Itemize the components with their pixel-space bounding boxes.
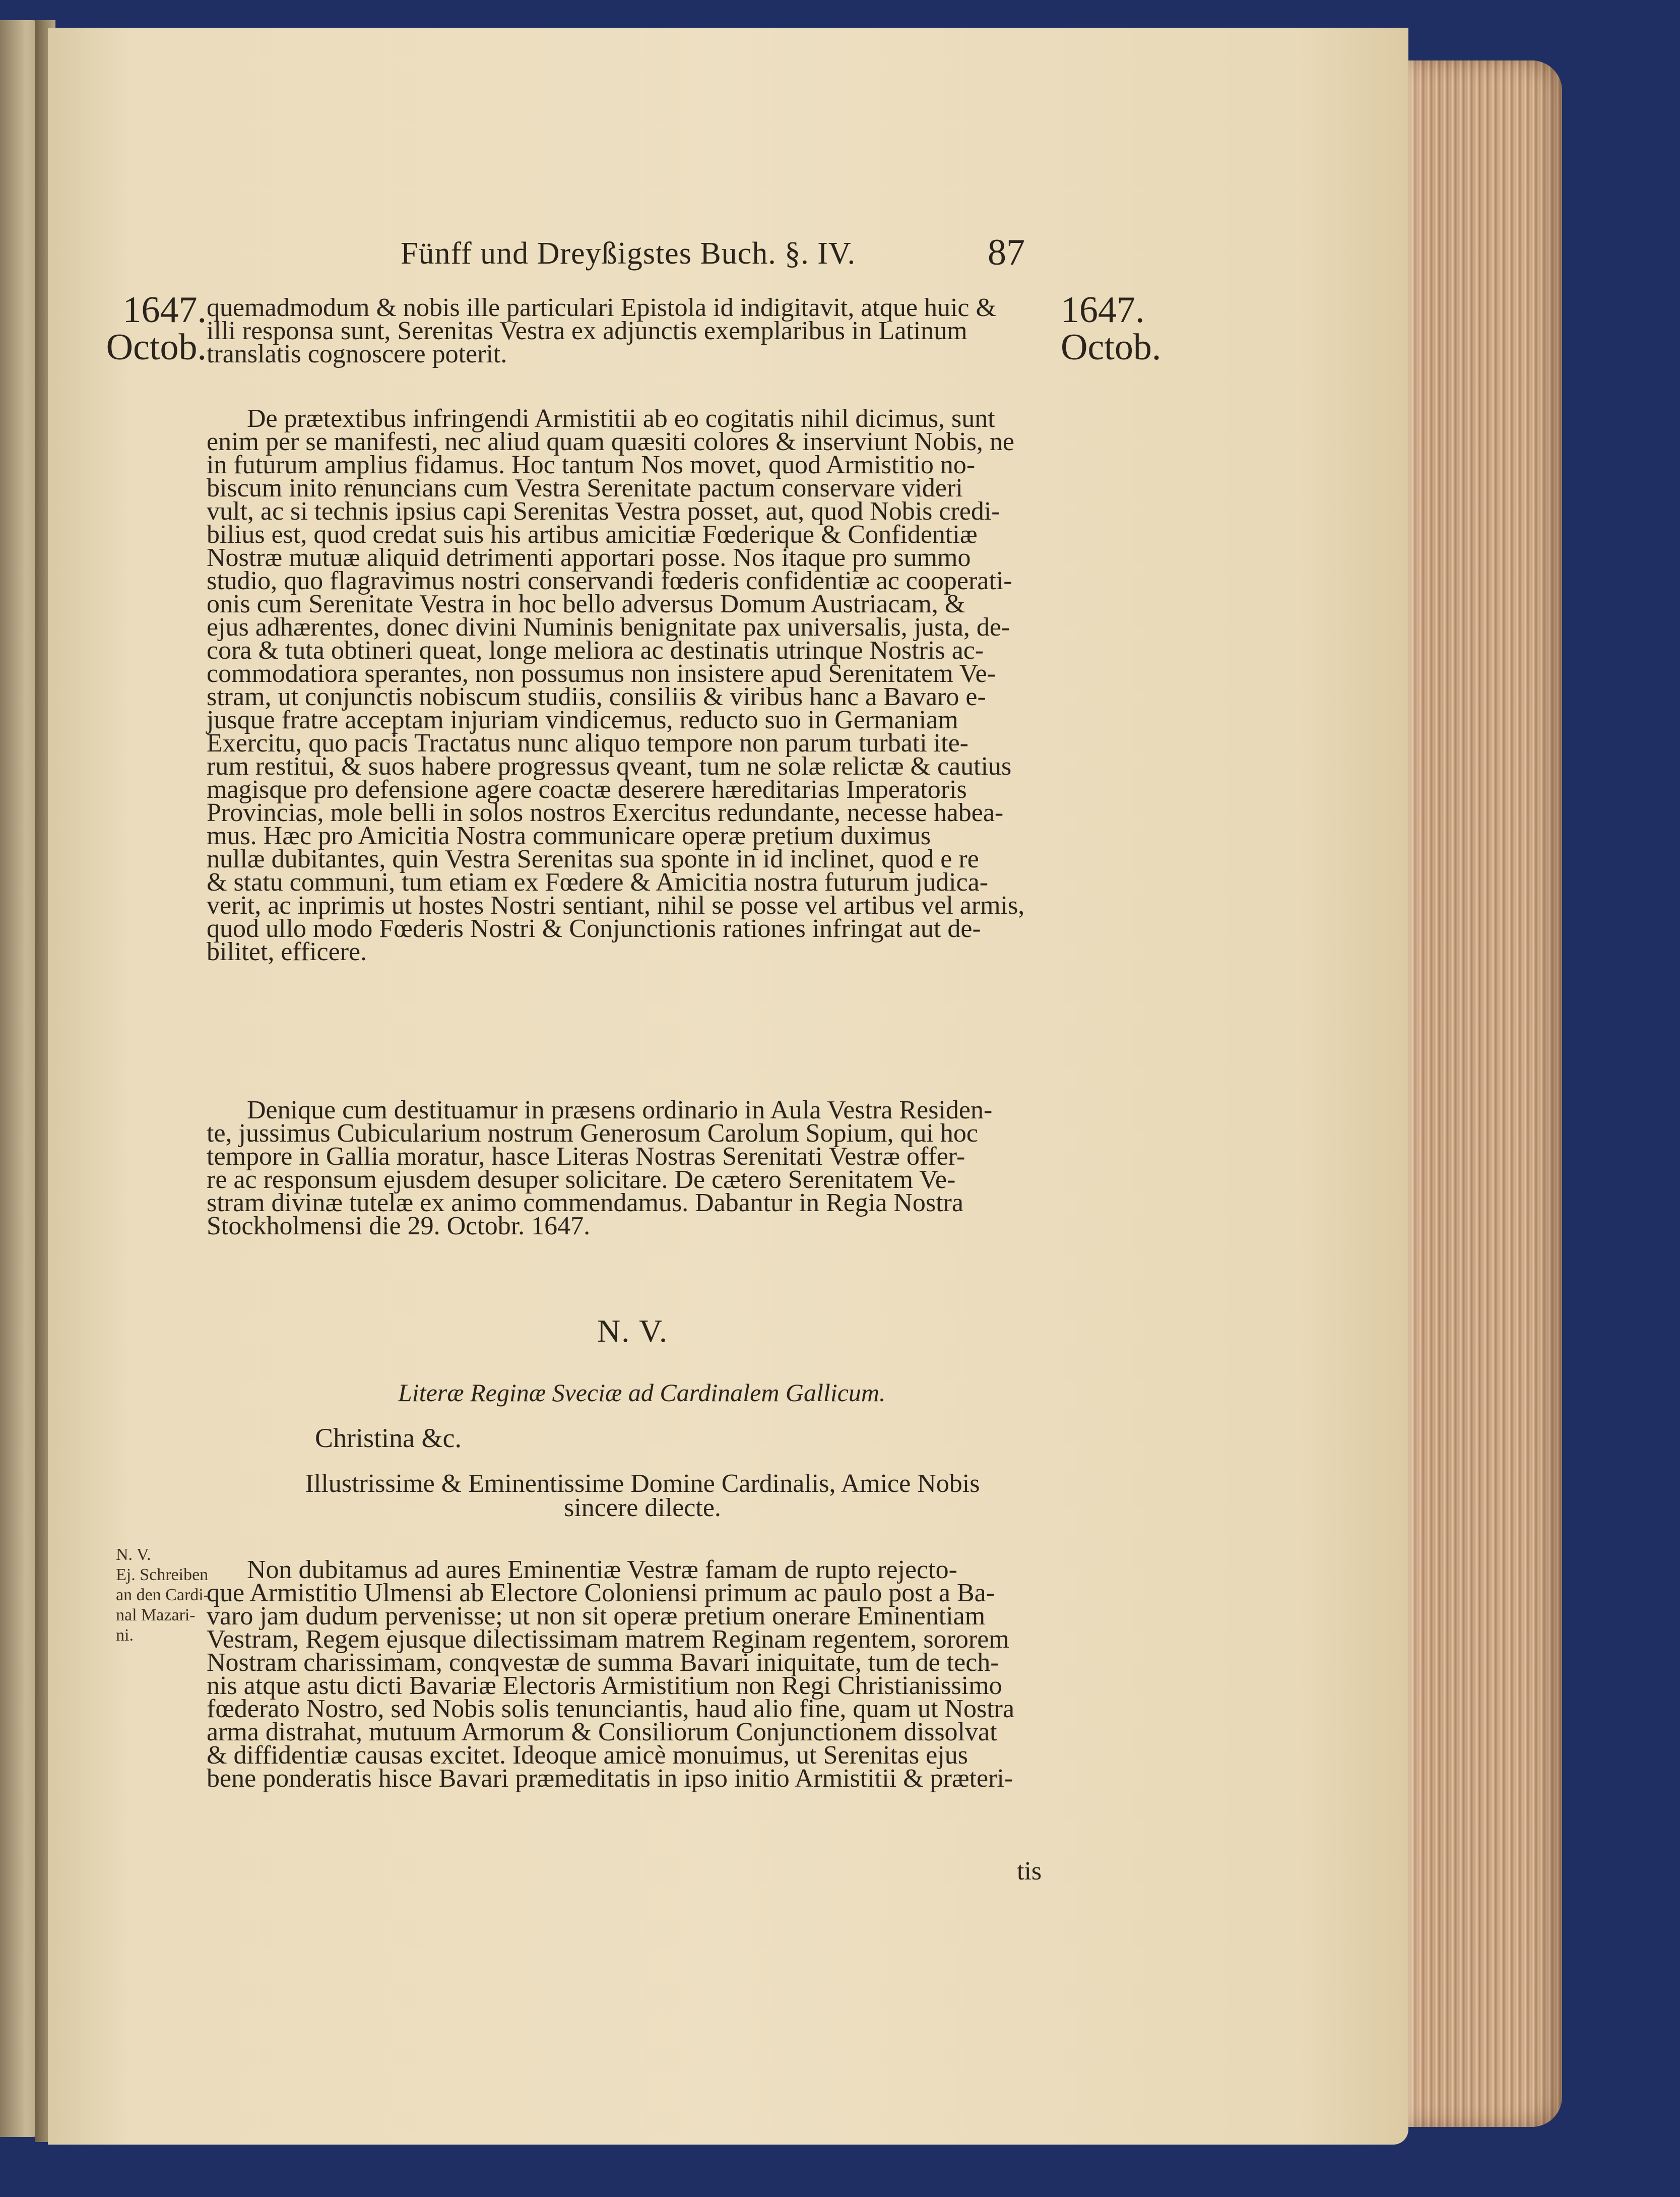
text-line: que Armistitio Ulmensi ab Electore Coloniensi primum ac paulo post a Ba-: [207, 1579, 995, 1607]
paragraph-armistice: [207, 404, 1058, 966]
text-line: ni.: [116, 1626, 134, 1645]
text-line: bene ponderatis hisce Bavari præmeditatis in ipso initio Armistitii & præteri-: [207, 1764, 1013, 1793]
text-line: Nostram charissimam, conqvestæ de summa Bavari iniquitate, tum de tech-: [207, 1648, 999, 1677]
text-line: quod ullo modo Fœderis Nostri & Conjunctionis rationes infringat aut de-: [207, 914, 981, 943]
text-line: Nostræ mutuæ aliquid detrimenti apportari posse. Nos itaque pro summo: [207, 543, 971, 572]
text-line: & statu communi, tum etiam ex Fœdere & Amicitia nostra futurum judica-: [207, 868, 989, 897]
text-line: enim per se manifesti, nec aliud quam quæsiti colores & inserviunt Nobis, ne: [207, 427, 1015, 456]
text-line: magisque pro defensione agere coactæ deserere hæreditarias Imperatoris: [207, 775, 967, 804]
salutation: Christina &c.: [315, 1423, 462, 1453]
text-line: ejus adhærentes, donec divini Numinis benignitate pax universalis, justa, de-: [207, 613, 1010, 642]
text-line: quemadmodum & nobis ille particulari Epistola id indigitavit, atque huic &: [207, 293, 996, 322]
marginal-note: [116, 1545, 209, 1646]
text-line: translatis cognoscere poterit.: [207, 340, 507, 368]
text-line: Denique cum destituamur in præsens ordinario in Aula Vestra Residen-: [247, 1096, 993, 1124]
paragraph-letter-body: [207, 1555, 1058, 1793]
text-line: Exercitu, quo pacis Tractatus nunc aliquo tempore non parum turbati ite-: [207, 729, 968, 758]
text-line: bilitet, efficere.: [207, 937, 367, 966]
text-line: Stockholmensi die 29. Octobr. 1647.: [207, 1212, 591, 1240]
text-line: nis atque astu dicti Bavariæ Electoris Armistitium non Regi Christianissimo: [207, 1671, 1002, 1700]
text-line: Ej. Schreiben: [116, 1565, 209, 1584]
margin-date-right: [1061, 291, 1161, 366]
margin-date-left: [86, 291, 207, 366]
paragraph-continuation: [207, 293, 1058, 368]
text-line: Vestram, Regem ejusque dilectissimam matrem Reginam regentem, sororem: [207, 1625, 1009, 1654]
page-number: 87: [988, 232, 1025, 273]
text-line: commodatiora sperantes, non possumus non insistere apud Serenitatem Ve-: [207, 659, 996, 688]
text-line: arma distrahat, mutuum Armorum & Consiliorum Conjunctionem dissolvat: [207, 1718, 997, 1746]
text-line: N. V.: [116, 1545, 151, 1564]
text-line: re ac responsum ejusdem desuper solicitare. De cætero Serenitatem Ve-: [207, 1165, 956, 1194]
margin-year-left: 1647.: [122, 289, 207, 331]
text-line: Provincias, mole belli in solos nostros Exercitus redundante, necesse habea-: [207, 798, 1004, 827]
text-line: te, jussimus Cubicularium nostrum Generosum Carolum Sopium, qui hoc: [207, 1119, 979, 1148]
letter-address: [280, 1469, 1005, 1522]
catchword: tis: [1017, 1857, 1042, 1886]
running-title: Fünff und Dreyßigstes Buch. §. IV.: [401, 236, 856, 271]
text-line: nal Mazari-: [116, 1606, 196, 1624]
text-line: fœderato Nostro, sed Nobis solis tenunciantis, haud alio fine, quam ut Nostra: [207, 1694, 1015, 1723]
text-line: De prætextibus infringendi Armistitii ab eo cogitatis nihil dicimus, sunt: [247, 404, 995, 433]
text-line: vult, ac si technis ipsius capi Serenitas Vestra posset, aut, quod Nobis credi-: [207, 497, 1000, 526]
section-heading: N. V.: [597, 1313, 669, 1349]
text-line: rum restitui, & suos habere progressus qveant, tum ne solæ relictæ & cautius: [207, 752, 1012, 781]
text-line: bilius est, quod credat suis his artibus amicitiæ Fœderique & Confidentiæ: [207, 520, 978, 549]
text-line: nullæ dubitantes, quin Vestra Serenitas sua sponte in id inclinet, quod e re: [207, 845, 979, 873]
text-line: varo jam dudum pervenisse; ut non sit operæ pretium onerare Eminentiam: [207, 1602, 986, 1630]
text-line: in futurum amplius fidamus. Hoc tantum Nos movet, quod Armistitio no-: [207, 451, 976, 479]
margin-month-left: Octob.: [106, 327, 207, 368]
text-line: & diffidentiæ causas excitet. Ideoque amicè monuimus, ut Serenitas ejus: [207, 1741, 968, 1770]
margin-month-right: Octob.: [1061, 327, 1161, 368]
text-line: jusque fratre acceptam injuriam vindicemus, reducto suo in Germaniam: [207, 706, 958, 734]
text-line: cora & tuta obtineri queat, longe meliora ac destinatis utrinque Nostris ac-: [207, 636, 984, 665]
text-line: an den Cardi-: [116, 1586, 210, 1604]
text-line: Non dubitamus ad aures Eminentiæ Vestræ famam de rupto rejecto-: [247, 1555, 957, 1584]
text-line: stram divinæ tutelæ ex animo commendamus. Dabantur in Regia Nostra: [207, 1188, 963, 1217]
margin-year-right: 1647.: [1061, 289, 1145, 331]
text-line: onis cum Serenitate Vestra in hoc bello adversus Domum Austriacam, &: [207, 590, 965, 618]
text-line: stram, ut conjunctis nobiscum studiis, consiliis & viribus hanc a Bavaro e-: [207, 682, 986, 711]
paragraph-closing: [207, 1096, 1058, 1240]
letter-subtitle: Literæ Reginæ Sveciæ ad Cardinalem Gallicum.: [398, 1378, 886, 1407]
text-line: tempore in Gallia moratur, hasce Literas Nostras Serenitati Vestræ offer-: [207, 1142, 965, 1171]
address-line-2: sincere dilecte.: [564, 1493, 721, 1522]
text-line: verit, ac inprimis ut hostes Nostri sentiant, nihil se posse vel artibus vel armis,: [207, 891, 1025, 920]
text-line: biscum inito renuncians cum Vestra Serenitate pactum conservare videri: [207, 474, 963, 503]
address-line-1: Illustrissime & Eminentissime Domine Cardinalis, Amice Nobis: [305, 1469, 980, 1498]
text-line: studio, quo flagravimus nostri conservandi fœderis confidentiæ ac cooperati-: [207, 567, 1012, 595]
page-block-edges: [1386, 60, 1562, 2127]
text-line: illi responsa sunt, Serenitas Vestra ex adjunctis exemplaribus in Latinum: [207, 317, 967, 345]
text-line: mus. Hæc pro Amicitia Nostra communicare operæ pretium duximus: [207, 822, 931, 850]
